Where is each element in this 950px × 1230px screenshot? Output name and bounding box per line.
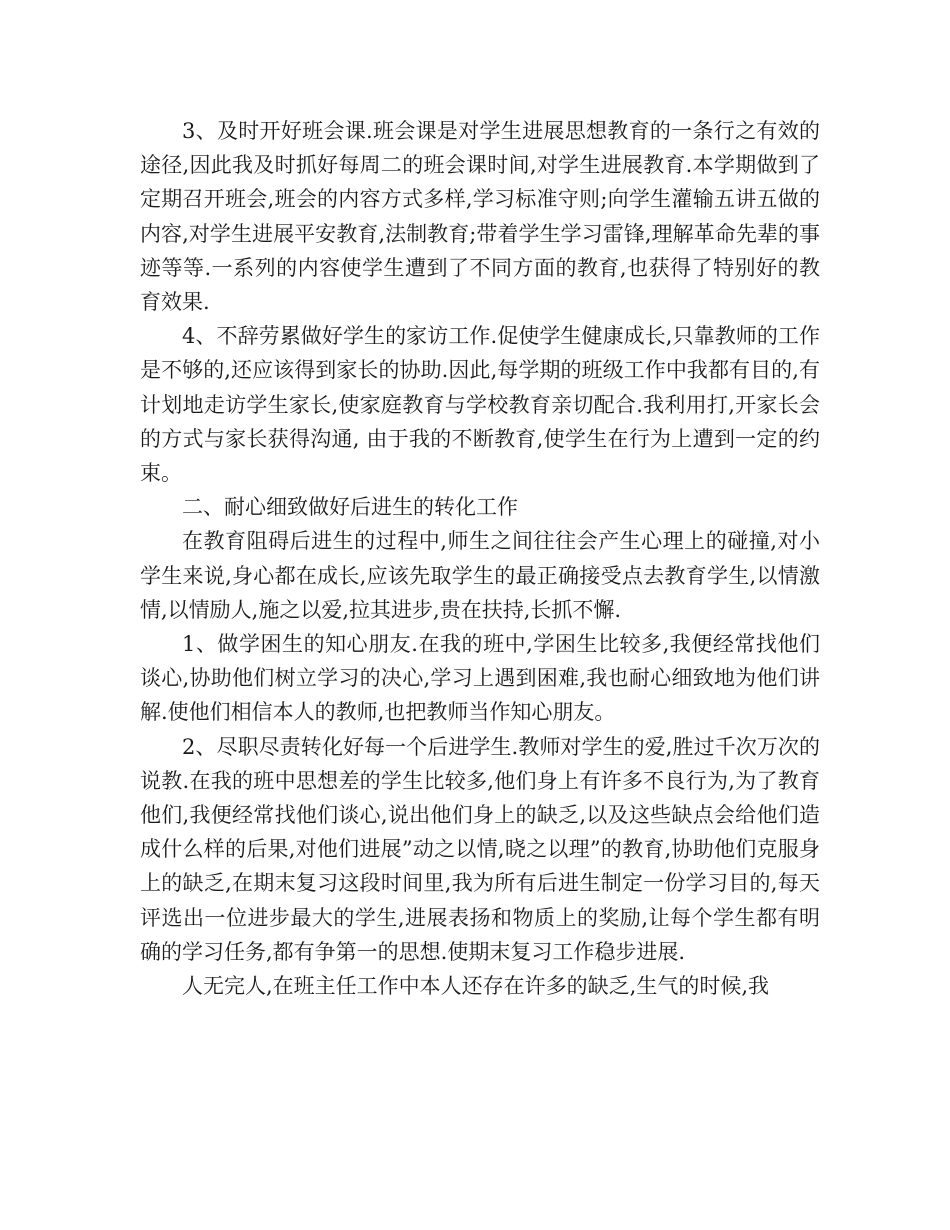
paragraph-class-meeting: 3、及时开好班会课.班会课是对学生进展思想教育的一条行之有效的途径,因此我及时抓好每周二的班会课时间,对学生进展教育.本学期做到了定期召开班会,班会的内容方式多样,学习标准守则;向学生灌输五讲五做的内容,对学生进展平安教育,法制教育;带着学生学习雷锋,理解革命先辈的事迹等等.一系列的内容使学生遭到了不同方面的教育,也获得了特别好的教育效果. bbox=[140, 119, 820, 315]
section-heading-underachievers: 二、耐心细致做好后进生的转化工作 bbox=[182, 495, 518, 520]
paragraph-home-visits: 4、不辞劳累做好学生的家访工作.促使学生健康成长,只靠教师的工作是不够的,还应该得到家长的协助.因此,每学期的班级工作中我都有目的,有计划地走访学生家长,使家庭教育与学校教育亲切配合.我利用打,开家长会的方式与家长获得沟通, 由于我的不断教育,使学生在行为上遭到一定的约束。 bbox=[140, 324, 820, 486]
paragraph-underachievers-intro: 在教育阻碍后进生的过程中,师生之间往往会产生心理上的碰撞,对小学生来说,身心都在成长,应该先取学生的最正确接受点去教育学生,以情激情,以情励人,施之以爱,拉其进步,贵在扶持,长抓不懈. bbox=[140, 529, 820, 622]
paragraph-transform-students: 2、尽职尽责转化好每一个后进学生.教师对学生的爱,胜过千次万次的说教.在我的班中思想差的学生比较多,他们身上有许多不良行为,为了教育他们,我便经常找他们谈心,说出他们身上的缺乏,以及这些缺点会给他们造成什么样的后果,对他们进展”动之以情,晓之以理”的教育,协助他们克服身上的缺乏,在期末复习这段时间里,我为所有后进生制定一份学习目的,每天评选出一位进步最大的学生,进展表扬和物质上的奖励,让每个学生都有明确的学习任务,都有争第一的思想.使期末复习工作稳步进展. bbox=[140, 734, 820, 964]
paragraph-close-friend: 1、做学困生的知心朋友.在我的班中,学困生比较多,我便经常找他们谈心,协助他们树立学习的决心,学习上遇到困难,我也耐心细致地为他们讲解.使他们相信本人的教师,也把教师当作知心朋友。 bbox=[140, 632, 820, 725]
document-body bbox=[140, 114, 820, 1003]
paragraph-shortcomings: 人无完人,在班主任工作中本人还存在许多的缺乏,生气的时候,我 bbox=[182, 974, 770, 999]
